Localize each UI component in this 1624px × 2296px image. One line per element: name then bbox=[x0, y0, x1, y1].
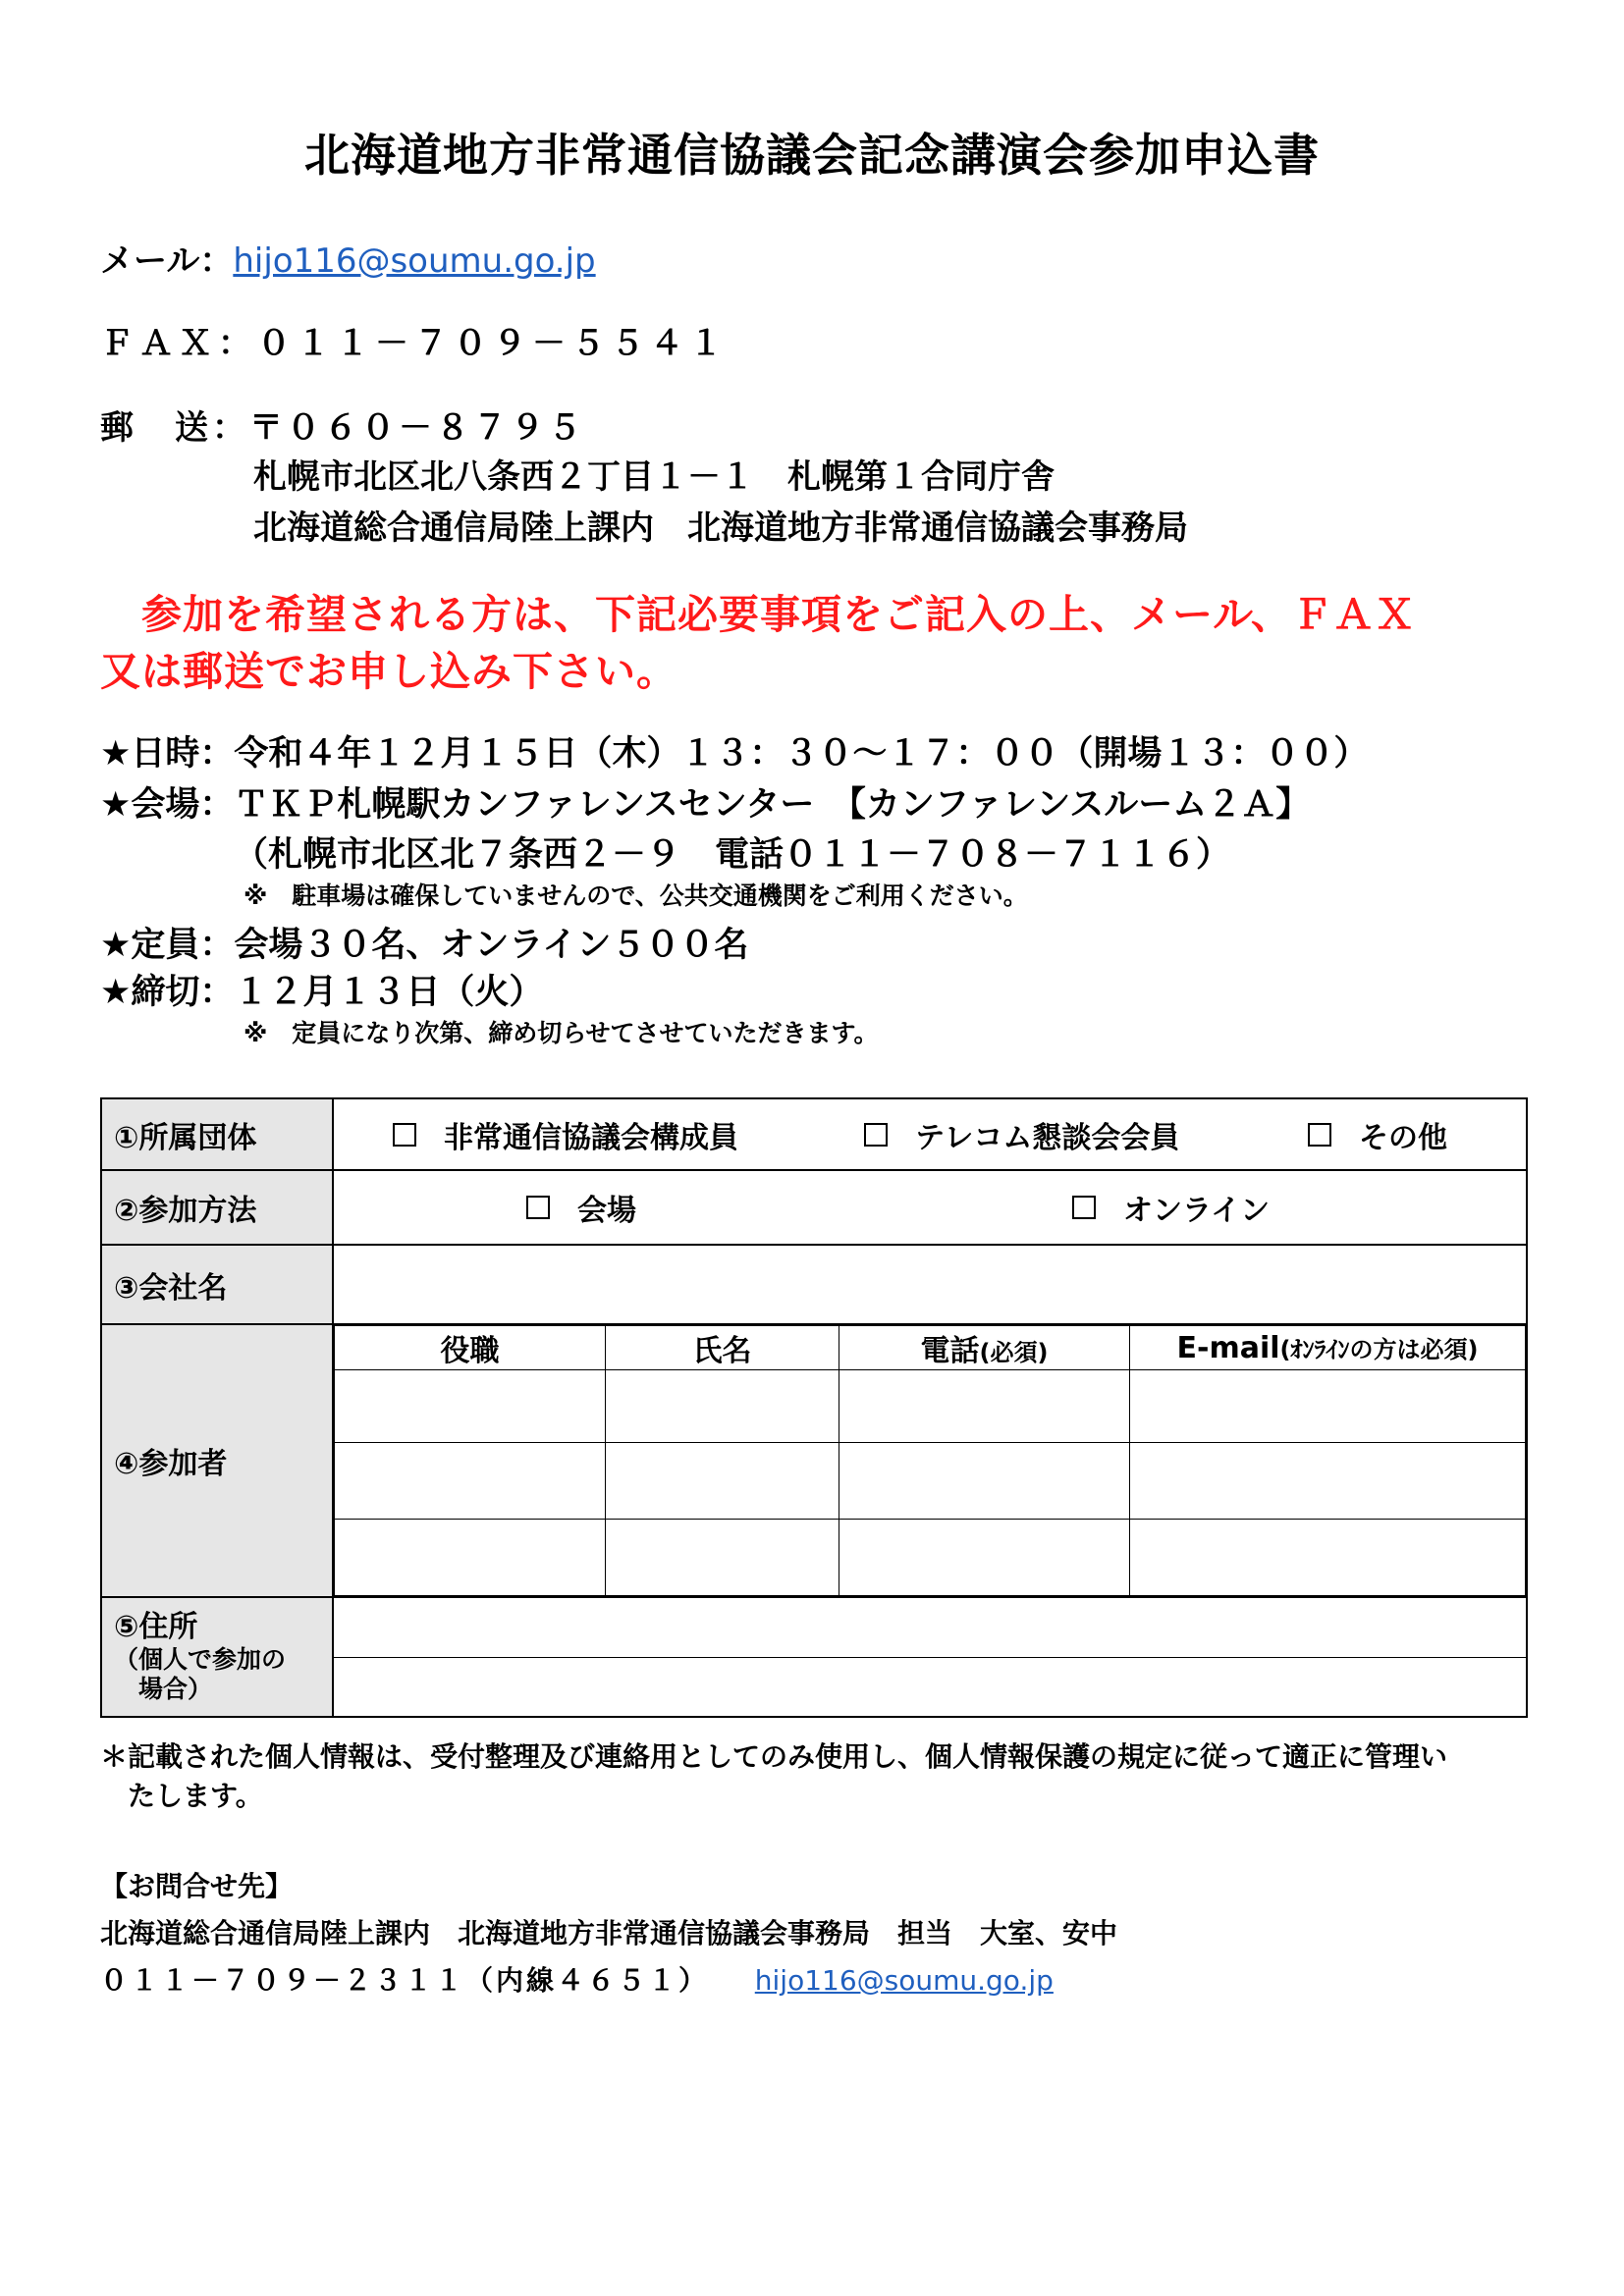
post-label: 郵 送： bbox=[100, 408, 249, 448]
participant-3-name[interactable] bbox=[606, 1520, 839, 1596]
participant-3-position[interactable] bbox=[335, 1520, 606, 1596]
participant-3-email[interactable] bbox=[1130, 1520, 1526, 1596]
checkbox-icon[interactable] bbox=[393, 1123, 416, 1147]
inquiry-phone: ０１１－７０９－２３１１（内線４６５１） bbox=[100, 1964, 710, 1997]
event-capacity bbox=[100, 918, 748, 967]
address-label: ⑤住所 （個人で参加の 場合） bbox=[101, 1597, 333, 1717]
privacy-note-line-1: ＊記載された個人情報は、受付整理及び連絡用としてのみ使用し、個人情報保護の規定に従って適正に管理い bbox=[100, 1740, 1448, 1773]
participant-2-name[interactable] bbox=[606, 1443, 839, 1520]
option-telecom-member[interactable]: テレコム懇談会会員 bbox=[864, 1113, 1308, 1156]
header-name: 氏名 bbox=[606, 1326, 839, 1370]
notice-line-2: 又は郵送でお申し込み下さい。 bbox=[100, 648, 677, 695]
inquiry-heading: 【お問合せ先】 bbox=[100, 1870, 294, 1902]
checkbox-icon[interactable] bbox=[864, 1123, 888, 1147]
option-online[interactable]: オンライン bbox=[1072, 1186, 1270, 1229]
venue-label: ★会場： bbox=[100, 785, 235, 825]
event-date bbox=[100, 726, 1368, 775]
page-title: 北海道地方非常通信協議会記念講演会参加申込書 bbox=[304, 129, 1320, 182]
checkbox-icon[interactable] bbox=[1072, 1196, 1096, 1219]
capacity-value: 会場３０名、オンライン５００名 bbox=[234, 926, 749, 965]
deadline-value: １２月１３日（火） bbox=[234, 973, 544, 1012]
inquiry-office: 北海道総合通信局陸上課内 北海道地方非常通信協議会事務局 担当 大室、安中 bbox=[100, 1917, 1118, 1949]
post-department: 北海道総合通信局陸上課内 北海道地方非常通信協議会事務局 bbox=[253, 508, 1188, 548]
participant-2-email[interactable] bbox=[1130, 1443, 1526, 1520]
option-other[interactable]: その他 bbox=[1308, 1113, 1447, 1156]
deadline-note: ※ 定員になり次第、締め切らせてさせていただきます。 bbox=[244, 1019, 879, 1047]
privacy-note-line-2: たします。 bbox=[100, 1780, 263, 1812]
fax-number: ０１１－７０９－５５４１ bbox=[257, 324, 729, 363]
event-deadline bbox=[100, 965, 543, 1014]
inquiry-contact bbox=[100, 1959, 1054, 1999]
participant-2-phone[interactable] bbox=[839, 1443, 1130, 1520]
post-code: 〒０６０－８７９５ bbox=[249, 408, 585, 448]
participant-3-phone[interactable] bbox=[839, 1520, 1130, 1596]
affiliation-options bbox=[333, 1098, 1527, 1170]
date-value: 令和４年１２月１５日（木）１３：３０～１７：００（開場１３：００） bbox=[234, 734, 1369, 774]
fax-label: ＦＡＸ： bbox=[100, 324, 257, 363]
participant-1-email[interactable] bbox=[1130, 1370, 1526, 1443]
event-venue bbox=[100, 777, 1310, 827]
mail-line bbox=[100, 234, 596, 282]
company-name-field[interactable] bbox=[333, 1245, 1527, 1324]
participant-1-position[interactable] bbox=[335, 1370, 606, 1443]
participants-label: ④参加者 bbox=[101, 1324, 333, 1597]
option-venue[interactable]: 会場 bbox=[526, 1186, 1072, 1229]
company-name-label: ③会社名 bbox=[101, 1245, 333, 1324]
participant-2-position[interactable] bbox=[335, 1443, 606, 1520]
option-council-member[interactable]: 非常通信協議会構成員 bbox=[393, 1113, 864, 1156]
fax-line bbox=[100, 316, 729, 364]
header-position: 役職 bbox=[335, 1326, 606, 1370]
address-field[interactable] bbox=[333, 1597, 1527, 1717]
header-phone: 電話(必須) bbox=[839, 1326, 1130, 1370]
affiliation-label: ①所属団体 bbox=[101, 1098, 333, 1170]
participation-method-options bbox=[333, 1170, 1527, 1245]
mail-link[interactable]: hijo116@soumu.go.jp bbox=[233, 241, 596, 281]
participant-1-name[interactable] bbox=[606, 1370, 839, 1443]
post-address: 札幌市北区北八条西２丁目１－１ 札幌第１合同庁舎 bbox=[253, 457, 1055, 497]
mail-label: メール： bbox=[100, 241, 234, 281]
inquiry-email-link[interactable]: hijo116@soumu.go.jp bbox=[754, 1964, 1054, 1997]
application-form bbox=[100, 1097, 1528, 1718]
checkbox-icon[interactable] bbox=[1308, 1123, 1331, 1147]
venue-address: （札幌市北区北７条西２－９ 電話０１１－７０８－７１１６） bbox=[234, 835, 1231, 875]
notice-line-1: 参加を希望される方は、下記必要事項をご記入の上、メール、ＦＡＸ bbox=[100, 591, 1416, 638]
checkbox-icon[interactable] bbox=[526, 1196, 550, 1219]
post-line bbox=[100, 400, 585, 449]
venue-note: ※ 駐車場は確保していませんので、公共交通機関をご利用ください。 bbox=[244, 881, 1028, 910]
deadline-label: ★締切： bbox=[100, 973, 235, 1012]
capacity-label: ★定員： bbox=[100, 926, 235, 965]
participant-1-phone[interactable] bbox=[839, 1370, 1130, 1443]
participants-table bbox=[334, 1325, 1526, 1596]
date-label: ★日時： bbox=[100, 734, 235, 774]
participants-grid bbox=[333, 1324, 1527, 1597]
venue-value: ＴＫＰ札幌駅カンファレンスセンター 【カンファレンスルーム２Ａ】 bbox=[234, 785, 1311, 825]
header-email: E-mail(ｵﾝﾗｲﾝの方は必須) bbox=[1130, 1326, 1526, 1370]
participation-method-label: ②参加方法 bbox=[101, 1170, 333, 1245]
